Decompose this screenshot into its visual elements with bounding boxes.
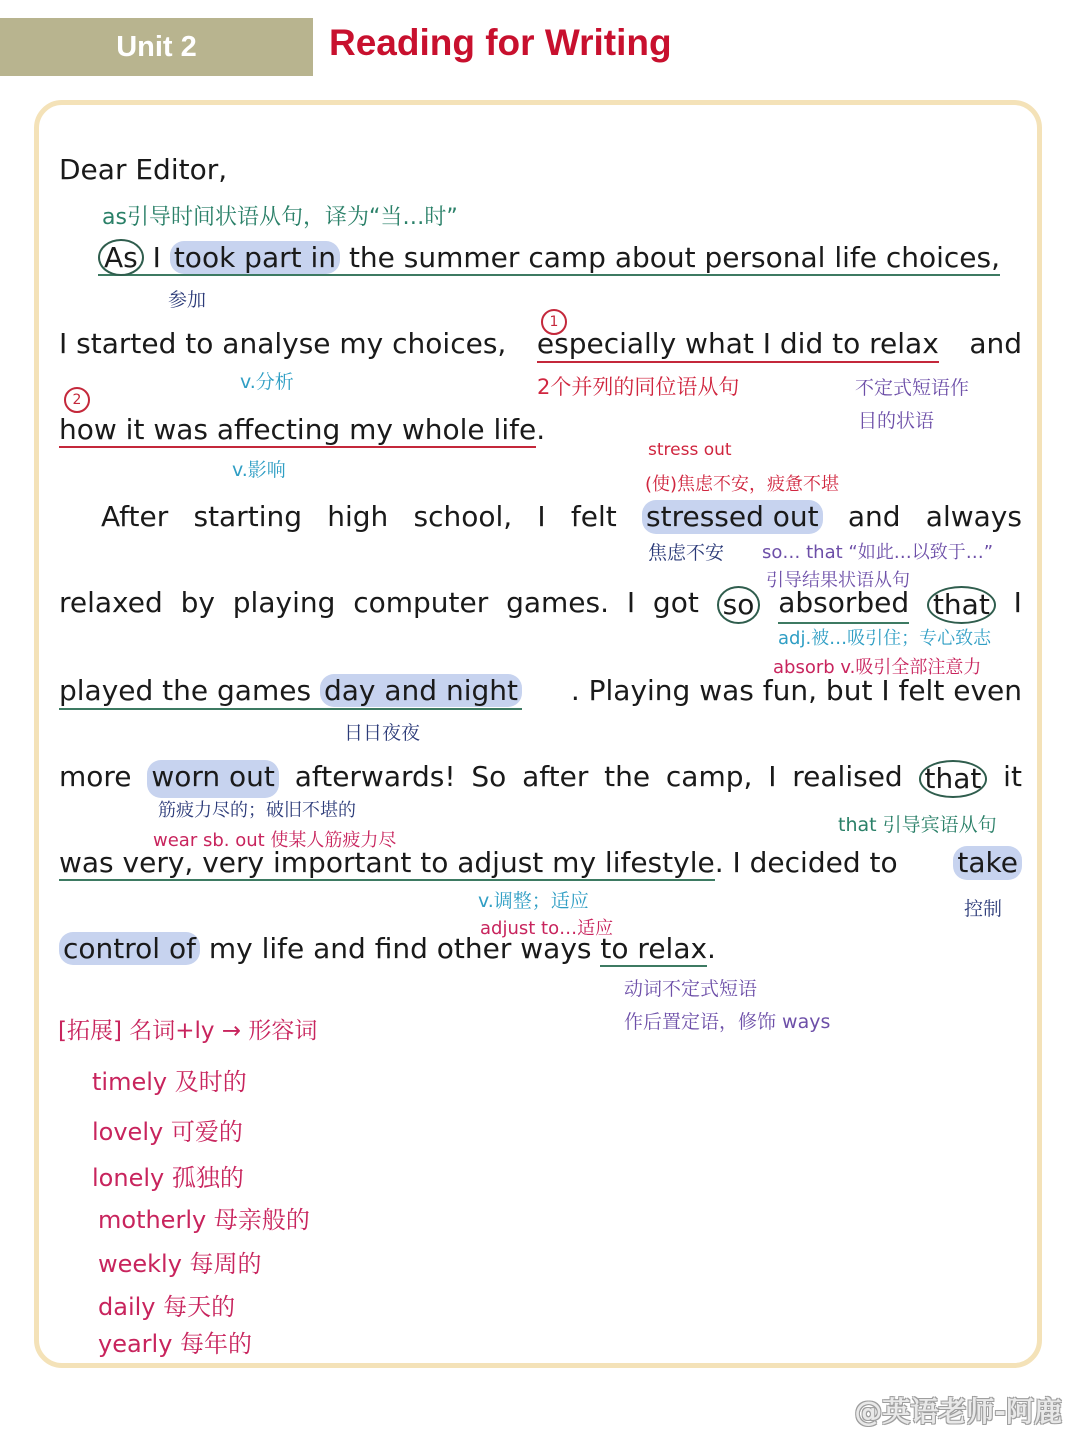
number-badge-1: 1: [541, 309, 567, 335]
word: After: [101, 500, 169, 533]
appositive-clause-2: how it was affecting my whole life: [59, 413, 537, 446]
page-title: Reading for Writing: [329, 22, 672, 63]
word: relaxed: [59, 586, 163, 619]
line1-underlined-clause: [98, 241, 1000, 276]
take-control-note: 控制: [964, 898, 1003, 920]
extension-item: motherly 母亲般的: [98, 1206, 310, 1234]
phrase-take: take: [953, 846, 1022, 880]
affect-note: v.影响: [232, 459, 286, 481]
that-word: that: [927, 586, 996, 624]
extension-item: timely 及时的: [92, 1068, 247, 1096]
word: by: [180, 586, 215, 619]
as-clause-note: as引导时间状语从句，译为“当…时”: [102, 205, 458, 230]
line2-start: I started to analyse my choices,: [59, 327, 507, 360]
letter-line-4: [101, 500, 1022, 534]
word: the: [604, 760, 651, 793]
letter-line-6: [59, 674, 1022, 710]
number-badge-2: 2: [64, 387, 90, 413]
salutation: Dear Editor,: [59, 153, 228, 186]
word: playing: [232, 586, 336, 619]
word: it: [1003, 760, 1022, 793]
wear-out-note: wear sb. out 使某人筋疲力尽: [153, 830, 397, 851]
so-that-note: so… that “如此…以致于…”: [762, 542, 994, 563]
extension-item: lovely 可爱的: [92, 1118, 243, 1146]
extension-heading: [拓展] 名词+ly → 形容词: [58, 1018, 318, 1044]
word: So: [471, 760, 507, 793]
letter-line-5: [59, 586, 1022, 624]
word: felt: [570, 500, 617, 533]
stressed-out-meaning: 焦虑不安: [648, 542, 725, 564]
line8-underlined: was very, very important to adjust my lifestyle: [59, 846, 715, 879]
word: after: [522, 760, 589, 793]
pronoun-i: I: [152, 241, 161, 274]
word: computer: [353, 586, 489, 619]
word: I: [626, 586, 636, 619]
letter-line-2: [59, 327, 1022, 363]
result-clause-note: 引导结果状语从句: [766, 570, 910, 591]
word: I: [768, 760, 777, 793]
phrase-day-and-night: day and night: [320, 674, 522, 707]
phrase-took-part-in: took part in: [170, 241, 340, 274]
letter-line-3: [59, 413, 1022, 447]
line2-and: and: [969, 327, 1022, 360]
infinitive-note-line2: 目的状语: [858, 410, 935, 432]
word: and: [847, 500, 901, 533]
word: got: [652, 586, 699, 619]
extension-item: weekly 每周的: [98, 1250, 262, 1278]
appositive-clause-1: especially what I did to relax: [537, 327, 939, 363]
letter-line-8: [59, 846, 1022, 880]
extension-item: daily 每天的: [98, 1293, 236, 1321]
worn-out-note: 筋疲力尽的；破旧不堪的: [158, 800, 356, 821]
line6-rest: . Playing was fun, but I felt even: [570, 674, 1022, 707]
that-object-clause-word: that: [919, 760, 988, 798]
word: afterwards!: [294, 760, 456, 793]
phrase-worn-out: worn out: [147, 760, 279, 798]
line6-played: played the games: [59, 674, 312, 707]
letter-line-9: [59, 932, 1022, 966]
adjust-to-note: adjust to…适应: [480, 918, 614, 939]
word: realised: [792, 760, 903, 793]
watermark: @英语老师-阿鹿: [854, 1395, 1062, 1428]
word: games.: [506, 586, 609, 619]
analyse-note: v.分析: [240, 371, 294, 393]
line9-period: .: [707, 932, 716, 965]
day-night-note: 日日夜夜: [344, 722, 421, 744]
word: I: [1013, 586, 1022, 619]
phrase-to-relax: to relax: [600, 932, 708, 965]
word-absorbed: absorbed: [778, 586, 909, 624]
word: starting: [193, 500, 302, 533]
stress-out-label: stress out: [648, 440, 732, 460]
word: always: [925, 500, 1022, 533]
to-relax-note-line2: 作后置定语，修饰 ways: [624, 1011, 831, 1033]
unit-tab: Unit 2: [0, 18, 313, 76]
took-part-note: 参加: [168, 289, 207, 311]
word: camp,: [665, 760, 753, 793]
as-word: As: [98, 239, 144, 276]
so-word: so: [717, 586, 761, 624]
extension-item: lonely 孤独的: [92, 1164, 244, 1192]
line6-underlined: [59, 674, 522, 710]
infinitive-note-line1: 不定式短语作: [855, 377, 970, 399]
line3-period: .: [536, 413, 546, 446]
line8-rest: . I decided to: [714, 846, 898, 879]
word: school,: [413, 500, 513, 533]
word: high: [327, 500, 389, 533]
phrase-control-of: control of: [59, 932, 200, 965]
extension-item: yearly 每年的: [98, 1330, 253, 1358]
absorb-note: absorb v.吸引全部注意力: [773, 657, 982, 678]
letter-line-1: [98, 241, 1000, 275]
word: more: [59, 760, 132, 793]
to-relax-note-line1: 动词不定式短语: [624, 978, 758, 1000]
adjust-note: v.调整；适应: [478, 890, 589, 912]
letter-line-7: [59, 760, 1022, 798]
word: I: [537, 500, 546, 533]
line9-mid: my life and find other ways: [208, 932, 592, 965]
that-clause-note: that 引导宾语从句: [838, 814, 997, 836]
appositive-note: 2个并列的同位语从句: [537, 375, 740, 399]
phrase-stressed-out: stressed out: [642, 500, 823, 534]
line1-rest: the summer camp about personal life choices,: [348, 241, 1001, 274]
absorbed-note: adj.被…吸引住；专心致志: [778, 628, 992, 649]
stress-out-meaning: (使)焦虑不安，疲惫不堪: [645, 474, 840, 495]
